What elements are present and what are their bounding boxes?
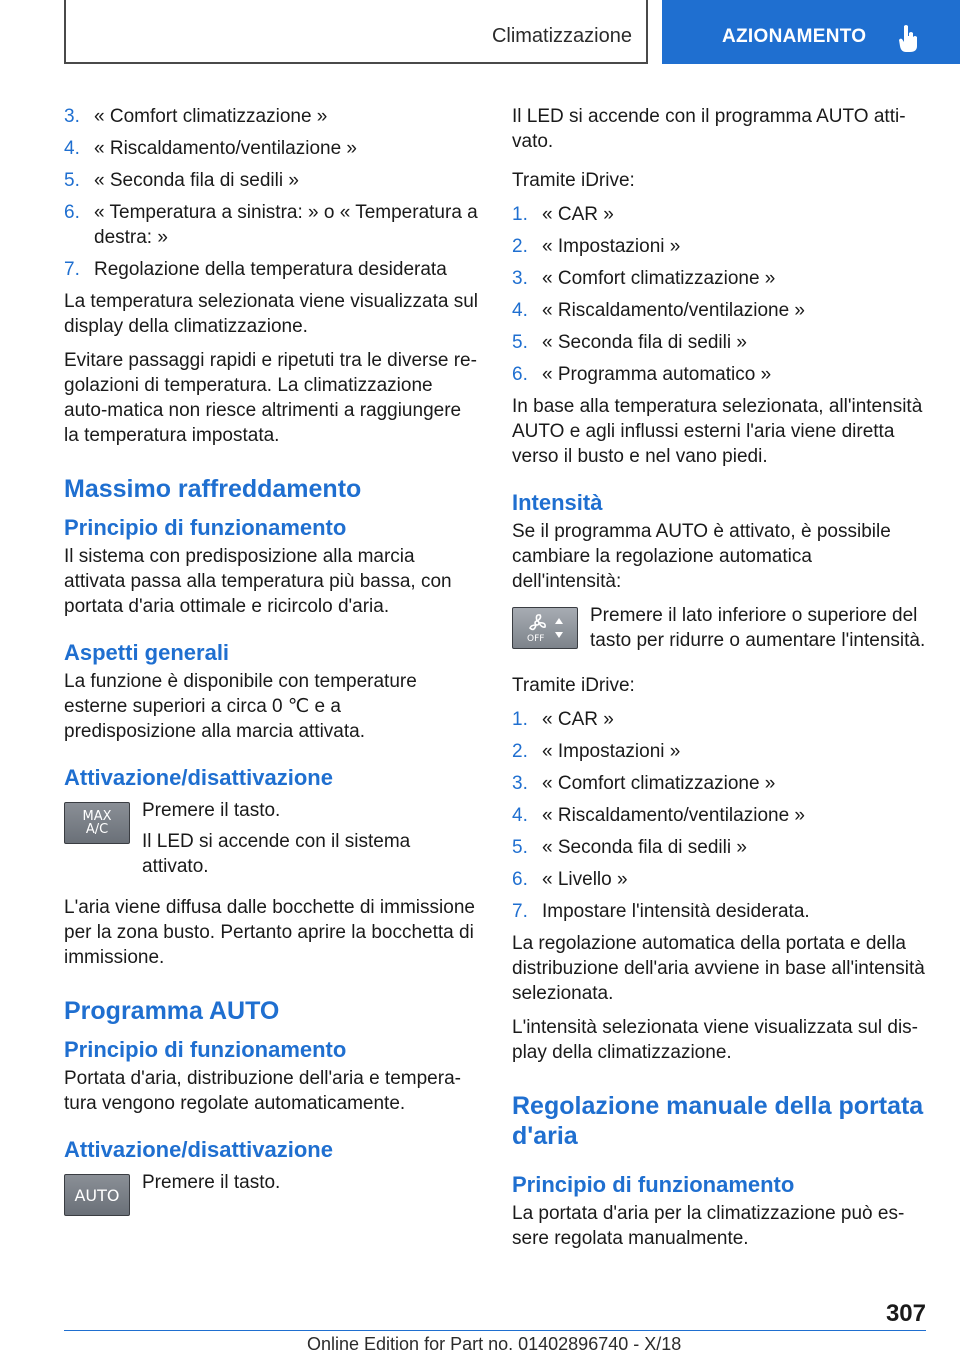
instruction-line: Premere il tasto. <box>142 800 281 821</box>
list-number: 4. <box>512 805 528 826</box>
list-number: 5. <box>64 170 80 191</box>
list-text: « Riscaldamento/ventilazione » <box>94 138 357 159</box>
list-number: 1. <box>512 204 528 225</box>
paragraph: Evitare passaggi rapidi e ripetuti tra le diverse re-golazioni di temperatura. La climatizzazione auto-matica non riesce altrimenti a raggiungere la temperatura impostata. <box>64 350 477 446</box>
list-number: 7. <box>512 901 528 922</box>
list-number: 3. <box>512 268 528 289</box>
paragraph: Tramite iDrive: <box>512 675 635 696</box>
instruction-line: Premere il lato inferiore o superiore del tasto per ridurre o aumentare l'intensità. <box>590 605 926 651</box>
list-text: « Seconda fila di sedili » <box>542 332 747 353</box>
chapter-title: AZIONAMENTO <box>722 26 867 47</box>
paragraph: La portata d'aria per la climatizzazione può es-sere regolata manualmente. <box>512 1203 905 1249</box>
list-item <box>64 104 478 129</box>
heading-general: Aspetti generali <box>64 640 230 665</box>
list-text: « Riscaldamento/ventilazione » <box>542 300 805 321</box>
max-ac-instruction <box>64 798 478 885</box>
list-item <box>512 707 926 732</box>
list-number: 3. <box>64 106 80 127</box>
list-text: « CAR » <box>542 204 614 225</box>
list-item <box>512 739 926 764</box>
list-item <box>512 867 926 892</box>
list-text: « Livello » <box>542 869 628 890</box>
fan-button-icon <box>512 607 578 649</box>
list-item <box>512 835 926 860</box>
right-column <box>512 104 926 1260</box>
list-item <box>512 234 926 259</box>
paragraph: La temperatura selezionata viene visualizzata sul display della climatizzazione. <box>64 291 479 337</box>
list-text: « CAR » <box>542 709 614 730</box>
off-label: OFF <box>527 634 545 644</box>
heading-activation: Attivazione/disattivazione <box>64 765 333 790</box>
list-item <box>64 257 478 282</box>
paragraph: La regolazione automatica della portata e della distribuzione dell'aria avviene in base all'intensità selezionata. <box>512 933 925 1004</box>
max-ac-button-icon <box>64 802 130 844</box>
heading-principle: Principio di funzionamento <box>64 515 347 540</box>
instruction-text <box>142 798 478 885</box>
ac-label: A/C <box>85 822 109 837</box>
heading-activation: Attivazione/disattivazione <box>64 1137 333 1162</box>
paragraph: Se il programma AUTO è attivato, è possibile cambiare la regolazione automatica dell'intensità: <box>512 521 891 592</box>
list-item <box>512 202 926 227</box>
list-item <box>512 330 926 355</box>
max-label: MAX <box>82 809 112 824</box>
list-number: 5. <box>512 332 528 353</box>
left-column <box>64 104 478 1226</box>
list-number: 2. <box>512 236 528 257</box>
list-item <box>512 298 926 323</box>
list-text: « Temperatura a sinistra: » o « Temperatura a destra: » <box>94 202 478 248</box>
instruction-line: Premere il tasto. <box>142 1172 281 1193</box>
header-chapter-tab <box>662 0 960 64</box>
header-section-box <box>64 0 648 64</box>
paragraph: La funzione è disponibile con temperature esterne superiori a circa 0 ℃ e a predisposizione alla marcia attivata. <box>64 671 417 742</box>
list-number: 7. <box>64 259 80 280</box>
list-item <box>64 168 478 193</box>
heading-principle: Principio di funzionamento <box>512 1172 795 1197</box>
heading-principle: Principio di funzionamento <box>64 1037 347 1062</box>
fan-instruction <box>512 603 926 659</box>
list-text: « Comfort climatizzazione » <box>542 268 776 289</box>
paragraph: In base alla temperatura selezionata, all'intensità AUTO e agli influssi esterni l'aria viene diretta verso il busto e nel vano piedi. <box>512 396 923 467</box>
list-item <box>512 803 926 828</box>
heading-intensity: Intensità <box>512 490 603 515</box>
list-text: Impostare l'intensità desiderata. <box>542 901 810 922</box>
heading-max-cooling: Massimo raffreddamento <box>64 475 362 503</box>
auto-instruction <box>64 1170 478 1216</box>
list-number: 3. <box>512 773 528 794</box>
list-number: 5. <box>512 837 528 858</box>
heading-auto-program: Programma AUTO <box>64 997 280 1025</box>
list-text: « Comfort climatizzazione » <box>542 773 776 794</box>
list-text: « Programma automatico » <box>542 364 772 385</box>
list-item <box>64 200 478 250</box>
list-text: « Riscaldamento/ventilazione » <box>542 805 805 826</box>
list-text: Regolazione della temperatura desiderata <box>94 259 447 280</box>
footer-edition: Online Edition for Part no. 01402896740 - X/18 <box>307 1334 682 1354</box>
instruction-text <box>590 603 926 659</box>
paragraph: L'aria viene diffusa dalle bocchette di immissione per la zona busto. Pertanto aprire la bocchetta di immissione. <box>64 897 475 968</box>
list-item <box>512 362 926 387</box>
list-number: 6. <box>64 202 80 223</box>
list-number: 6. <box>512 364 528 385</box>
list-number: 6. <box>512 869 528 890</box>
list-item <box>512 771 926 796</box>
list-number: 4. <box>64 138 80 159</box>
auto-button-icon <box>64 1174 130 1216</box>
paragraph: Portata d'aria, distribuzione dell'aria e tempera-tura vengono regolate automaticamente. <box>64 1068 461 1114</box>
list-text: « Impostazioni » <box>542 741 681 762</box>
list-number: 2. <box>512 741 528 762</box>
footer-divider <box>64 1330 926 1331</box>
pointing-hand-icon <box>898 24 920 54</box>
list-text: « Impostazioni » <box>542 236 681 257</box>
heading-manual-airflow: Regolazione manuale della portata d'aria <box>512 1092 924 1150</box>
paragraph: L'intensità selezionata viene visualizzata sul dis-play della climatizzazione. <box>512 1017 919 1063</box>
instruction-text <box>142 1170 280 1201</box>
fan-rocker-icon <box>515 610 575 646</box>
list-item <box>64 136 478 161</box>
list-item <box>512 899 926 924</box>
list-text: « Comfort climatizzazione » <box>94 106 328 127</box>
list-number: 1. <box>512 709 528 730</box>
section-title: Climatizzazione <box>491 24 632 47</box>
instruction-line: Il LED si accende con il sistema attivato. <box>142 831 411 877</box>
page-number: 307 <box>885 1300 926 1327</box>
paragraph: Il LED si accende con il programma AUTO atti-vato. <box>512 106 906 152</box>
list-number: 4. <box>512 300 528 321</box>
list-item <box>512 266 926 291</box>
auto-label: AUTO <box>74 1185 120 1205</box>
list-text: « Seconda fila di sedili » <box>94 170 299 191</box>
list-text: « Seconda fila di sedili » <box>542 837 747 858</box>
paragraph: Il sistema con predisposizione alla marcia attivata passa alla temperatura più bassa, con portata d'aria ottimale e ricircolo d'aria. <box>64 546 452 617</box>
paragraph: Tramite iDrive: <box>512 170 635 191</box>
